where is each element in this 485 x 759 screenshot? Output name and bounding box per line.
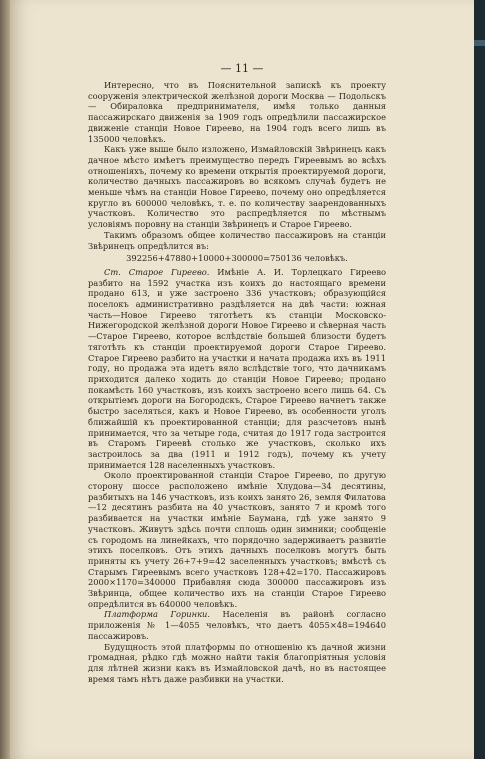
passenger-formula: 392256+47880+10000+300000=750136 человѣкъ. (126, 253, 348, 264)
paragraph-okolo: Около проектированной станціи Старое Гиреево, по другую сторону шоссе расположено имѣніе Хлудова—34 десятины, разбитыхъ на 146 участковъ, изъ коихъ занято 26, земля Филатова—12 десятинъ разбита на 40 участковъ, занято 7 и кромѣ того разбивается на участки имѣніе Баумана, гдѣ уже занято 9 участковъ. Живутъ здѣсь почти сплошь один зимники; сообщеніе съ городомъ на линейкахъ, что порядочно задерживаетъ развитіе этихъ поселковъ. Отъ этихъ дачныхъ поселковъ могутъ быть приняты къ учету 26+7+9=42 заселенныхъ участковъ; вмѣстѣ съ Старымъ Гиреевымъ всего участковъ 128+42=170. Пассажировъ 2000×1170=340000 Прибавляя сюда 300000 пассажировъ изъ Звѣринца, общее количество ихъ на станціи Старое Гиреево опредѣлится въ 640000 человѣкъ. (88, 470, 386, 609)
section-heading-staroe-gireevo: Ст. Старое Гиреево. (104, 266, 210, 277)
paragraph-total-intro: Такимъ образомъ общее количество пассажировъ на станціи Звѣринецъ опредѣлится въ: (88, 229, 386, 251)
section-text-staroe-gireevo: Имѣніе А. И. Торлецкаго Гиреево разбито на 1592 участка изъ коихъ до настоящаго времени продано 613, и уже застроено 336 участковъ; образующійся поселокъ административно раздѣляется на двѣ части: южная часть—Новое Гиреево тяготѣетъ къ станціи Московско-Нижегородской желѣзной дороги Новое Гиреево и сѣверная часть—Старое Гиреево, которое вслѣдствіе большей близости будетъ тяготѣть къ станціи проектируемой дороги Старое Гиреево. Старое Гиреево разбито на участки и начата продажа ихъ въ 1911 году, но продажа эта идетъ вяло вслѣдствіе того, что дачникамъ приходится далеко ходить до станціи Новое Гиреево; продано покамѣсть 160 участковъ, изъ коихъ застроено всего лишь 64. Съ открытіемъ дороги на Богородскъ, Старое Гиреево начнетъ также быстро заселяться, какъ и Новое Гиреево, въ особенности уголъ ближайшій къ проектированной станціи; для разсчетовъ нынѣ принимается, что за четыре года, считая до 1917 года застроится въ Старомъ Гиреевѣ столько же участковъ, сколько ихъ застроилось за два (1911 и 1912 годъ), почему къ учету принимается 128 населенныхъ участковъ. (88, 266, 386, 470)
book-binding (0, 0, 10, 759)
section-gorinki (88, 609, 386, 641)
book-page (10, 0, 474, 759)
edge-band (474, 40, 485, 46)
page-body (88, 80, 386, 684)
paragraph-zverinets: Какъ уже выше было изложено, Измайловскій Звѣринецъ какъ дачное мѣсто имѣетъ преимущество передъ Гиреевымъ во всѣхъ отношеніяхъ, почему ко времени открытія проектируемой дороги, количество дачныхъ пассажировъ во всякомъ случаѣ будетъ не меньше чѣмъ на станціи Новое Гиреево, почему оно опредѣляется кругло въ 600000 человѣкъ, т. е. по количеству заарендованныхъ участковъ. Количество это распредѣляется по мѣстнымъ условіямъ поровну на станціи Звѣринецъ и Старое Гиреево. (88, 144, 386, 230)
section-staroe-gireevo (88, 267, 386, 470)
paragraph-future: Будущность этой платформы по отношенію къ дачной жизни громадная, рѣдко гдѣ можно найти такія благопріятныя условія для лѣтней жизни какъ въ Измайловской дачѣ, но въ настоящее время тамъ нѣтъ даже разбивки на участки. (88, 641, 386, 684)
paragraph-intro: Интересно, что въ Пояснительной запискѣ къ проекту сооруженія электрической желѣзной дороги Москва — Подольскъ — Обираловка предпринимателя, имѣя только данныя пассажирскаго движенія за 1909 годъ опредѣлили пассажирское движеніе станціи Новое Гиреево, на 1904 годъ всего лишь въ 135000 человѣкъ. (88, 80, 386, 144)
section-text-gorinki: Населенія въ районѣ согласно приложенія № 1—4055 человѣкъ, что даетъ 4055×48=194640 пассажировъ. (88, 609, 386, 641)
page-number: — 11 — (220, 62, 264, 75)
page-edge (474, 0, 485, 759)
section-heading-gorinki: Платформа Горинки. (104, 609, 211, 620)
